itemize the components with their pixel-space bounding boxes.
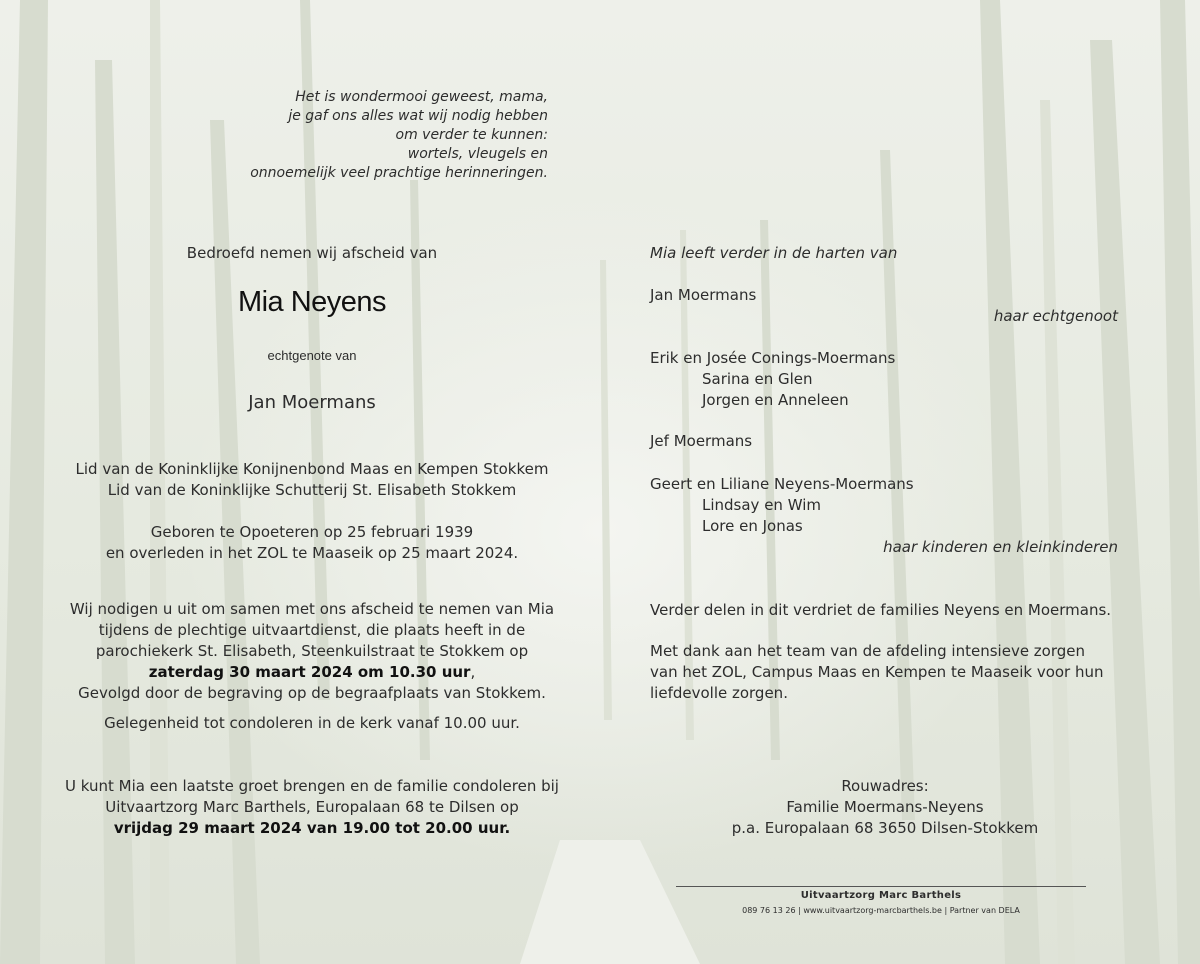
funeral-invitation xyxy=(22,599,602,704)
family-3-parents: Geert en Liliane Neyens-Moermans xyxy=(650,475,914,493)
address-label: Rouwadres: xyxy=(841,777,929,795)
family-1 xyxy=(650,348,895,411)
service-date: zaterdag 30 maart 2024 om 10.30 uur xyxy=(148,663,471,681)
grandchildren-line: Lindsay en Wim xyxy=(702,496,821,514)
footer-contact: 089 76 13 26 | www.uitvaartzorg-marcbarthels.be | Partner van DELA xyxy=(742,906,1020,915)
visitation-date: vrijdag 29 maart 2024 van 19.00 tot 20.00 uur. xyxy=(113,819,511,837)
intro-text: Bedroefd nemen wij afscheid van xyxy=(186,244,438,262)
condolence-church: Gelegenheid tot condoleren in de kerk vanaf 10.00 uur. xyxy=(104,714,520,732)
extended-families: Verder delen in dit verdriet de families Neyens en Moermans. xyxy=(650,601,1112,619)
service-date-line xyxy=(22,662,602,683)
poem-line: om verder te kunnen: xyxy=(395,127,548,143)
mourning-address xyxy=(660,776,1110,839)
footer-divider xyxy=(676,886,1086,887)
children-role: haar kinderen en kleinkinderen xyxy=(883,538,1118,556)
birth-line: Geboren te Opoeteren op 25 februari 1939 xyxy=(150,523,474,541)
poem-line: je gaf ons alles wat wij nodig hebben xyxy=(288,108,548,124)
address-family: Familie Moermans-Neyens xyxy=(786,798,984,816)
thanks-line: van het ZOL, Campus Maas en Kempen te Maaseik voor hun xyxy=(650,663,1104,681)
deceased-name: Mia Neyens xyxy=(237,286,387,318)
grandchildren-line: Jorgen en Anneleen xyxy=(702,391,849,409)
invitation-line: Wij nodigen u uit om samen met ons afscheid te nemen van Mia xyxy=(69,600,555,618)
visitation-line: Uitvaartzorg Marc Barthels, Europalaan 68 te Dilsen op xyxy=(105,798,519,816)
thanks-line: Met dank aan het team van de afdeling intensieve zorgen xyxy=(650,642,1086,660)
thanks-line: liefdevolle zorgen. xyxy=(650,684,788,702)
husband-name: Jan Moermans xyxy=(650,286,757,304)
footer-company: Uitvaartzorg Marc Barthels xyxy=(800,890,962,901)
death-line: en overleden in het ZOL te Maaseik op 25 maart 2024. xyxy=(105,544,519,562)
invitation-line: parochiekerk St. Elisabeth, Steenkuilstraat te Stokkem op xyxy=(95,642,529,660)
invitation-line: tijdens de plechtige uitvaartdienst, die plaats heeft in de xyxy=(98,621,526,639)
family-heading: Mia leeft verder in de harten van xyxy=(650,244,898,262)
grandchildren-line: Sarina en Glen xyxy=(702,370,813,388)
memberships xyxy=(32,459,592,501)
spouse-name: Jan Moermans xyxy=(248,392,376,413)
family-3 xyxy=(650,474,914,537)
poem-line: Het is wondermooi geweest, mama, xyxy=(295,89,548,105)
family-2: Jef Moermans xyxy=(650,432,753,450)
burial-line: Gevolgd door de begraving op de begraafplaats van Stokkem. xyxy=(78,684,546,702)
visitation-line: U kunt Mia een laatste groet brengen en de familie condoleren bij xyxy=(65,777,559,795)
thanks xyxy=(650,641,1150,704)
address-line: p.a. Europalaan 68 3650 Dilsen-Stokkem xyxy=(731,819,1039,837)
poem xyxy=(200,88,548,183)
spouse-label: echtgenote van xyxy=(267,348,357,363)
service-date-suffix: , xyxy=(470,663,476,681)
grandchildren-line: Lore en Jonas xyxy=(702,517,803,535)
visitation xyxy=(22,776,602,839)
membership-line: Lid van de Koninklijke Konijnenbond Maas en Kempen Stokkem xyxy=(75,460,549,478)
poem-line: wortels, vleugels en xyxy=(407,146,548,162)
birth-death xyxy=(32,522,592,564)
membership-line: Lid van de Koninklijke Schutterij St. Elisabeth Stokkem xyxy=(107,481,517,499)
poem-line: onnoemelijk veel prachtige herinneringen. xyxy=(250,165,548,181)
husband-role: haar echtgenoot xyxy=(993,307,1118,325)
family-1-parents: Erik en Josée Conings-Moermans xyxy=(650,349,896,367)
